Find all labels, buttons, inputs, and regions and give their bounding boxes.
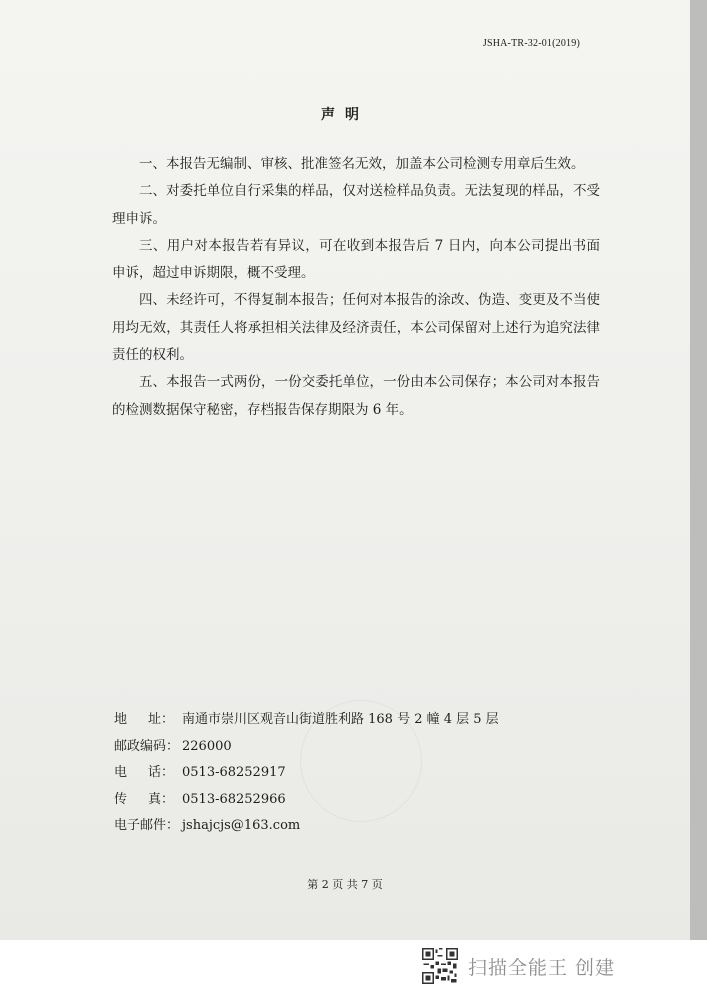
- document-code: JSHA-TR-32-01(2019): [482, 38, 580, 49]
- phone-label: [114, 760, 174, 787]
- postcode-value: 226000: [182, 738, 232, 754]
- clause-4: 四、未经许可，不得复制本报告；任何对本报告的涂改、伪造、变更及不当使用均无效，其责任人将承担相关法律及经济责任，本公司保留对上述行为追究法律责任的权利。: [112, 292, 600, 363]
- scan-edge: [690, 0, 707, 940]
- declaration-clauses: [112, 151, 600, 424]
- email-label: 电子邮件：: [114, 818, 180, 833]
- clause-5: 五、本报告一式两份，一份交委托单位，一份由本公司保存；本公司对本报告的检测数据保守秘密，存档报告保存期限为 6 年。: [112, 374, 600, 418]
- contact-info: [114, 707, 574, 840]
- watermark-text: 扫描全能王 创建: [468, 956, 616, 979]
- address-row: [114, 707, 574, 734]
- clause-3: 三、用户对本报告若有异议，可在收到本报告后 7 日内，向本公司提出书面申诉，超过申诉期限，概不受理。: [112, 237, 600, 281]
- fax-value: 0513-68252966: [182, 791, 286, 807]
- address-value: 南通市崇川区观音山街道胜利路 168 号 2 幢 4 层 5 层: [182, 712, 499, 727]
- fax-label: [114, 787, 174, 814]
- clause-1: 一、本报告无编制、审核、批准签名无效，加盖本公司检测专用章后生效。: [139, 156, 585, 172]
- qr-code-icon: [422, 948, 458, 984]
- clause-2: 二、对委托单位自行采集的样品，仅对送检样品负责。无法复现的样品，不受理申诉。: [112, 183, 600, 227]
- email-row: [114, 813, 574, 840]
- phone-row: [114, 760, 574, 787]
- address-label-part-2: 址：: [147, 712, 174, 727]
- fax-label-part-2: 真：: [147, 791, 174, 807]
- fax-row: [114, 787, 574, 814]
- email-value: jshajcjs@163.com: [182, 818, 301, 833]
- fax-label-part-1: 传: [114, 791, 128, 807]
- phone-label-part-1: 电: [114, 765, 128, 780]
- scanner-watermark: [422, 946, 615, 986]
- address-label-part-1: 地: [114, 712, 128, 727]
- address-label: [114, 707, 174, 734]
- page-title: 声明: [321, 107, 369, 123]
- postcode-row: [114, 734, 574, 761]
- phone-label-part-2: 话：: [147, 765, 174, 780]
- postcode-label: 邮政编码：: [114, 738, 180, 754]
- page-number: 第 2 页 共 7 页: [307, 878, 383, 891]
- phone-value: 0513-68252917: [182, 765, 286, 780]
